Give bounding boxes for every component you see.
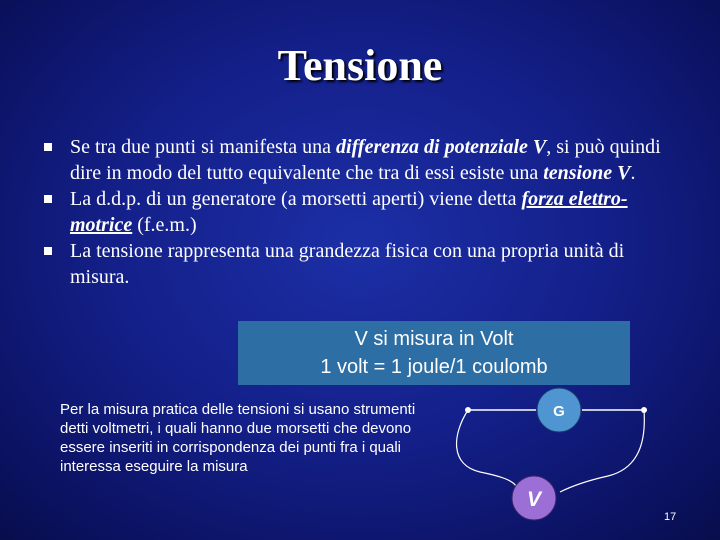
bullet-1-text-pre: Se tra due punti si manifesta una: [70, 136, 337, 158]
bullet-2-emphasis: forza elettro-motrice: [70, 188, 628, 236]
bullet-1-text-mid: , si può quindi dire in modo del tutto equivalente che tra di essi esiste una: [70, 136, 661, 184]
bullet-list: [42, 134, 682, 290]
square-bullet-icon: [44, 195, 52, 203]
bullet-3-text: La tensione rappresenta una grandezza fisica con una propria unità di misura.: [70, 240, 625, 288]
square-bullet-icon: [44, 247, 52, 255]
voltmeter-note: Per la misura pratica delle tensioni si usano strumenti detti voltmetri, i quali hanno due morsetti che devono essere inseriti in corrispondenza dei punti fra i quali interessa eseguire la misura: [60, 401, 416, 475]
voltmeter-label: V: [526, 488, 542, 511]
volt-box-line-2: 1 volt = 1 joule/1 coulomb: [320, 356, 548, 378]
bullet-item-1: [42, 134, 682, 186]
bullet-1-emphasis-2: tensione V: [543, 162, 631, 184]
bullet-item-3: [42, 238, 682, 290]
probe-wire-left: [457, 410, 516, 486]
bullet-2-text-pre: La d.d.p. di un generatore (a morsetti aperti) viene detta: [70, 188, 522, 210]
square-bullet-icon: [44, 143, 52, 151]
circuit-diagram: [440, 380, 660, 530]
volt-box-line-1: V si misura in Volt: [354, 328, 514, 350]
bullet-2-text-post: (f.e.m.): [132, 214, 197, 236]
page-number: 17: [664, 511, 677, 523]
generator-label: G: [553, 403, 565, 420]
bullet-1-text-post: .: [630, 162, 636, 184]
bullet-item-2: [42, 186, 682, 238]
bullet-1-emphasis: differenza di potenziale V: [336, 136, 547, 158]
volt-unit-box: [238, 321, 630, 385]
slide-title: Tensione: [277, 41, 443, 90]
